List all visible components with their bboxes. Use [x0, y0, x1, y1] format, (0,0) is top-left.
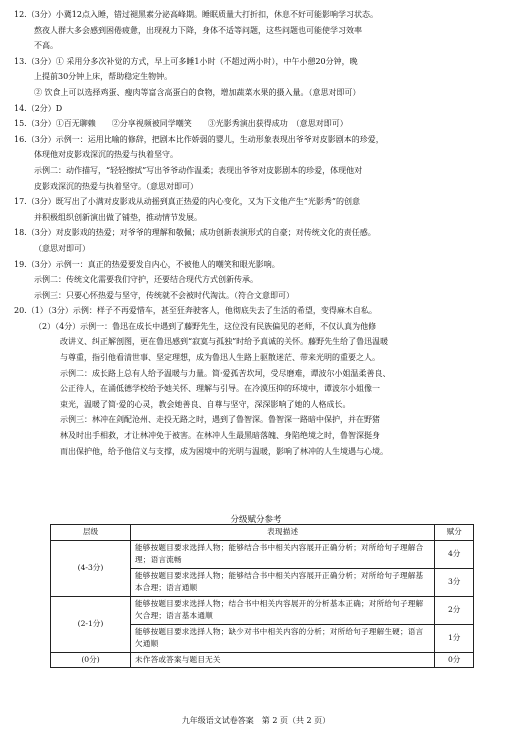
- answer-line: 熬夜人群大多会感到困倦疲惫，出现视力下降，身体不适等问题，这些问题也可能使学习效率: [34, 25, 362, 35]
- table-title: 分级赋分参考: [230, 515, 282, 525]
- answer-line: 林及时出手相救，才让林冲免于被害。在林冲人生最黑暗落魄、身陷绝境之时，鲁智深挺身: [60, 431, 380, 441]
- score-cell: 0分: [435, 652, 474, 668]
- table-row: [51, 540, 474, 568]
- answer-line: 示例三：只要心怀热爱与坚守，传统就不会被时代淘汰。（符合文意即可）: [34, 290, 294, 300]
- page-footer: 九年级语文试卷答案 第 2 页（共 2 页）: [181, 716, 331, 725]
- answer-line: 与尊重，指引他看清世事、坚定理想，成为鲁迅人生路上驱散迷茫、带来光明的重要之人。: [60, 353, 380, 363]
- answer-line: 19.（3分）示例一：真正的热爱要发自内心，不被他人的嘲笑和眼光影响。: [14, 259, 280, 269]
- answer-line: 体现他对皮影戏深沉的热爱与执着坚守。: [34, 150, 178, 160]
- answer-line: 18.（3分）对皮影戏的热爱；对爷爷的理解和敬佩；成功创新表演形式的自豪；对传统文化的责任感。: [14, 228, 376, 238]
- table-row: [51, 652, 474, 668]
- answer-line: 皮影戏深沉的热爱与执着坚守。（意思对即可）: [34, 181, 198, 191]
- answer-body: [14, 7, 502, 459]
- score-cell: 2分: [435, 596, 474, 624]
- answer-line: 16.（3分）示例一：运用比喻的修辞，把剧本比作娇弱的婴儿，生动形象表现出爷爷对皮影剧本的珍爱，: [14, 134, 384, 144]
- header-score: 赋分: [435, 525, 474, 541]
- table-row: [51, 596, 474, 624]
- answer-line: 上提前30分钟上床，帮助稳定生物钟。: [34, 72, 173, 82]
- score-cell: 3分: [435, 568, 474, 596]
- description-cell: 能够按题目要求选择人物；结合书中相关内容展开的分析基本正确；对所给句子理解欠合理；语言基本通顺: [130, 596, 434, 624]
- description-cell: 能够按题目要求选择人物；能够结合书中相关内容展开正确分析；对所给句子理解合理；语言流畅: [130, 540, 434, 568]
- answer-line: 示例二：成长路上总有人给予温暖与力量。简·爱孤苦坎坷，受尽磨难，谭波尔小姐温柔善良、: [60, 368, 391, 378]
- answer-line: （意思对即可）: [34, 243, 90, 253]
- answer-line: 改讲义、纠正解剖图，更在鲁迅感到“寂寞与孤独”时给予真诚的关怀。藤野先生给了鲁迅温暖: [60, 337, 389, 347]
- description-cell: 能够按题目要求选择人物；能够结合书中相关内容展开正确分析；对所给句子理解基本合理；语言通顺: [130, 568, 434, 596]
- score-cell: 4分: [435, 540, 474, 568]
- answer-line: 公正待人，在涌低德学校给予她关怀、理解与引导。在冷漠压抑的环境中，谭波尔小姐像一: [60, 384, 380, 394]
- answer-line: 12.（3分）小冀12点入睡，错过褪黑素分泌高峰期。睡眠质量大打折扣，休息不好可能影响学习状态。: [14, 10, 378, 19]
- table-header-row: [51, 525, 474, 541]
- level-cell: (0分): [51, 652, 131, 668]
- level-cell: (2-1分): [51, 596, 131, 652]
- answer-line: 13.（3分）① 采用分多次补觉的方式，早上可多睡1小时（不超过两小时），中午小憩20分钟，晚: [14, 56, 358, 66]
- answer-line: 17.（3分）既写出了小满对皮影戏从动摇到真正热爱的内心变化，又为下文他产生“光影秀”的创意: [14, 197, 360, 207]
- answer-line: 示例二：动作描写，“轻轻擦拭”写出爷爷动作温柔；表现出爷爷对皮影剧本的珍爱，体现他对: [34, 165, 363, 175]
- description-cell: 能够按题目要求选择人物；缺少对书中相关内容的分析；对所给句子理解生硬；语言欠通顺: [130, 624, 434, 652]
- answer-line: 不高。: [34, 41, 58, 51]
- answer-line: 并积极组织创新演出做了铺垫，推动情节发展。: [34, 212, 202, 222]
- answer-line: 14.（2分）D: [14, 103, 63, 113]
- answer-line: 15.（3分）①百无聊赖 ②分享视频被同学嘲笑 ③光影秀演出获得成功 （意思对即可）: [14, 119, 348, 129]
- answer-line: 而出保护他，给予他信义与支撑，成为困境中的光明与温暖，影响了林冲的人生境遇与心境。: [60, 446, 388, 456]
- answer-line: ② 饮食上可以选择鸡蛋、瘦肉等富含高蛋白的食物，增加蔬菜水果的摄入量。（意思对即可）: [34, 87, 361, 97]
- answer-line: 20.（1）（3分）示例：样子不再爱惜车，甚至狂奔驶客人，他彻底失去了生活的希望，变得麻木自私。: [14, 306, 377, 316]
- header-level: 层级: [51, 525, 131, 541]
- level-cell: (4-3分): [51, 540, 131, 596]
- header-description: 表现描述: [130, 525, 434, 541]
- score-cell: 1分: [435, 624, 474, 652]
- answer-line: （2）（4分）示例一：鲁迅在成长中遇到了藤野先生，这位没有民族偏见的老师，不仅认真为他修: [34, 321, 377, 331]
- answer-line: 束光，温暖了简·爱的心灵，教会她善良、自尊与坚守，深深影响了她的人格成长。: [60, 399, 351, 409]
- description-cell: 未作答或答案与题目无关: [130, 652, 434, 668]
- grading-table: [50, 524, 474, 668]
- answer-line: 示例二：传统文化需要我们守护，还要结合现代方式创新传承。: [34, 275, 258, 285]
- answer-line: 示例三：林冲在剑配沧州、走投无路之时，遇到了鲁智深。鲁智深一路暗中保护，并在野猪: [60, 415, 380, 425]
